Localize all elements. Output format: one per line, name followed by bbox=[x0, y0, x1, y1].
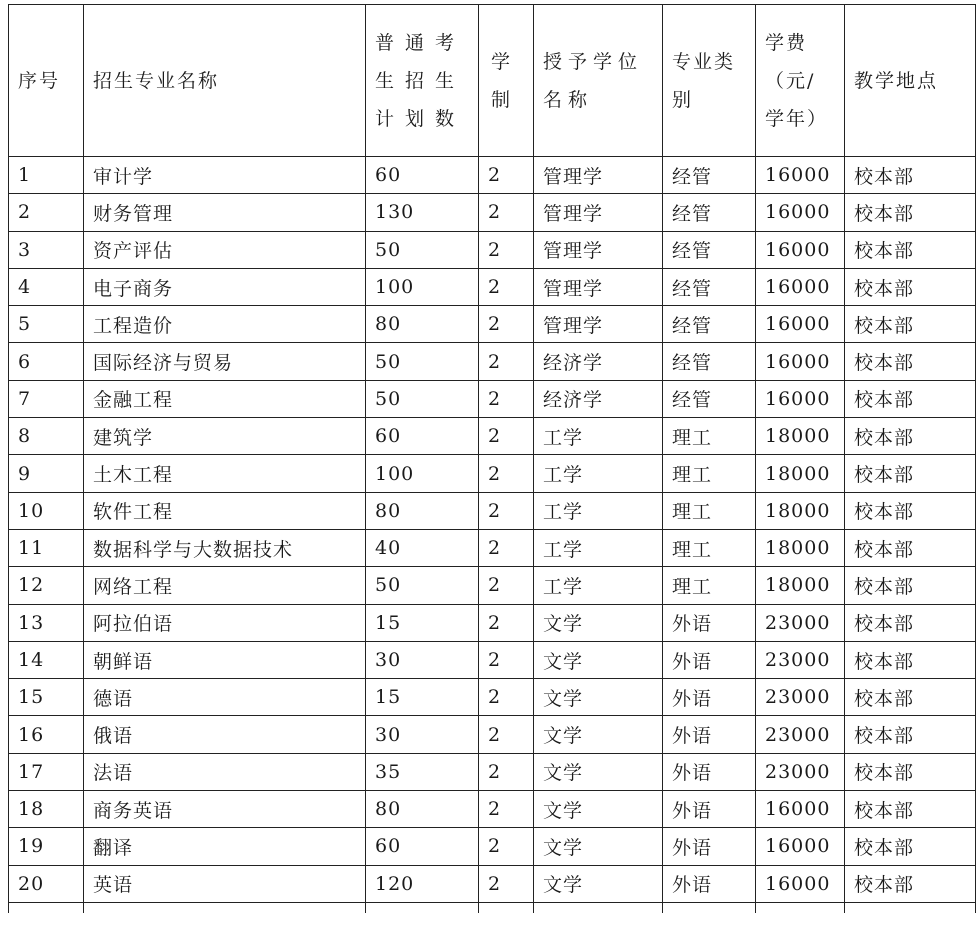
cell-category: 外语 bbox=[663, 716, 756, 753]
cell-enrollment-plan: 100 bbox=[366, 455, 479, 492]
cell-major-name: 朝鲜语 bbox=[84, 641, 366, 678]
header-row bbox=[9, 5, 976, 157]
cell-degree: 文学 bbox=[534, 753, 663, 790]
cell-enrollment-plan: 80 bbox=[366, 306, 479, 343]
cell-category: 经管 bbox=[663, 306, 756, 343]
cell-location: 校本部 bbox=[845, 604, 976, 641]
cell-years: 2 bbox=[479, 716, 534, 753]
cell-category: 经管 bbox=[663, 194, 756, 231]
cell-enrollment-plan: 130 bbox=[366, 194, 479, 231]
cell-years: 2 bbox=[479, 753, 534, 790]
cell-location: 校本部 bbox=[845, 641, 976, 678]
cell-degree: 文学 bbox=[534, 604, 663, 641]
header-major-name: 招生专业名称 bbox=[84, 5, 366, 157]
cell-fee: 16000 bbox=[756, 791, 845, 828]
admissions-table bbox=[8, 4, 976, 913]
cell-major-name: 建筑学 bbox=[84, 418, 366, 455]
table-row bbox=[9, 157, 976, 194]
header-seq: 序号 bbox=[9, 5, 84, 157]
cell-enrollment-plan: 40 bbox=[366, 529, 479, 566]
cell-fee: 16000 bbox=[756, 343, 845, 380]
cell-degree: 工学 bbox=[534, 529, 663, 566]
cell-years: 2 bbox=[479, 865, 534, 902]
cell-location: 校本部 bbox=[845, 157, 976, 194]
cell-seq: 18 bbox=[9, 791, 84, 828]
cell-category: 外语 bbox=[663, 641, 756, 678]
cell-years: 2 bbox=[479, 492, 534, 529]
cell-years: 2 bbox=[479, 567, 534, 604]
cell-category: 外语 bbox=[663, 791, 756, 828]
cell-seq: 5 bbox=[9, 306, 84, 343]
table-header bbox=[9, 5, 976, 157]
cell-location: 校本部 bbox=[845, 753, 976, 790]
cell-empty bbox=[534, 902, 663, 913]
cell-seq: 2 bbox=[9, 194, 84, 231]
cell-fee: 23000 bbox=[756, 753, 845, 790]
cell-degree: 经济学 bbox=[534, 380, 663, 417]
cell-enrollment-plan: 50 bbox=[366, 231, 479, 268]
cell-years: 2 bbox=[479, 157, 534, 194]
cell-degree: 管理学 bbox=[534, 157, 663, 194]
cell-fee: 16000 bbox=[756, 231, 845, 268]
cell-location: 校本部 bbox=[845, 679, 976, 716]
cell-degree: 文学 bbox=[534, 865, 663, 902]
cell-major-name: 电子商务 bbox=[84, 268, 366, 305]
cell-major-name: 金融工程 bbox=[84, 380, 366, 417]
cell-fee: 23000 bbox=[756, 716, 845, 753]
cell-seq: 14 bbox=[9, 641, 84, 678]
cell-years: 2 bbox=[479, 791, 534, 828]
cell-seq: 8 bbox=[9, 418, 84, 455]
cell-degree: 文学 bbox=[534, 791, 663, 828]
cell-enrollment-plan: 50 bbox=[366, 380, 479, 417]
cell-major-name: 翻译 bbox=[84, 828, 366, 865]
cell-years: 2 bbox=[479, 455, 534, 492]
cell-enrollment-plan: 30 bbox=[366, 716, 479, 753]
cell-category: 经管 bbox=[663, 231, 756, 268]
table-body bbox=[9, 157, 976, 913]
cell-fee: 16000 bbox=[756, 194, 845, 231]
cell-fee: 23000 bbox=[756, 641, 845, 678]
cell-category: 理工 bbox=[663, 418, 756, 455]
cell-seq: 12 bbox=[9, 567, 84, 604]
cell-enrollment-plan: 100 bbox=[366, 268, 479, 305]
table-row bbox=[9, 492, 976, 529]
cell-empty bbox=[9, 902, 84, 913]
cell-major-name: 商务英语 bbox=[84, 791, 366, 828]
cell-enrollment-plan: 15 bbox=[366, 679, 479, 716]
table-row bbox=[9, 418, 976, 455]
cell-enrollment-plan: 35 bbox=[366, 753, 479, 790]
cell-seq: 13 bbox=[9, 604, 84, 641]
cell-degree: 工学 bbox=[534, 492, 663, 529]
cell-years: 2 bbox=[479, 529, 534, 566]
cell-major-name: 数据科学与大数据技术 bbox=[84, 529, 366, 566]
cell-location: 校本部 bbox=[845, 716, 976, 753]
cell-empty bbox=[479, 902, 534, 913]
cell-fee: 16000 bbox=[756, 865, 845, 902]
table-row bbox=[9, 604, 976, 641]
cell-major-name: 俄语 bbox=[84, 716, 366, 753]
cell-seq: 17 bbox=[9, 753, 84, 790]
table-row bbox=[9, 231, 976, 268]
cell-category: 外语 bbox=[663, 604, 756, 641]
table-row-cutoff bbox=[9, 902, 976, 913]
header-enrollment-plan: 普通考生招生计划数 bbox=[366, 5, 479, 157]
cell-category: 外语 bbox=[663, 679, 756, 716]
cell-location: 校本部 bbox=[845, 231, 976, 268]
table-row bbox=[9, 455, 976, 492]
cell-degree: 经济学 bbox=[534, 343, 663, 380]
cell-major-name: 土木工程 bbox=[84, 455, 366, 492]
cell-years: 2 bbox=[479, 828, 534, 865]
cell-degree: 文学 bbox=[534, 716, 663, 753]
cell-location: 校本部 bbox=[845, 567, 976, 604]
table-row bbox=[9, 194, 976, 231]
table-row bbox=[9, 567, 976, 604]
header-years: 学制 bbox=[479, 5, 534, 157]
cell-fee: 23000 bbox=[756, 679, 845, 716]
cell-category: 经管 bbox=[663, 157, 756, 194]
cell-location: 校本部 bbox=[845, 418, 976, 455]
cell-empty bbox=[756, 902, 845, 913]
cell-location: 校本部 bbox=[845, 306, 976, 343]
header-category: 专业类别 bbox=[663, 5, 756, 157]
cell-enrollment-plan: 120 bbox=[366, 865, 479, 902]
cell-empty bbox=[845, 902, 976, 913]
cell-location: 校本部 bbox=[845, 194, 976, 231]
cell-major-name: 德语 bbox=[84, 679, 366, 716]
cell-degree: 工学 bbox=[534, 418, 663, 455]
table-row bbox=[9, 343, 976, 380]
cell-degree: 工学 bbox=[534, 455, 663, 492]
cell-fee: 23000 bbox=[756, 604, 845, 641]
cell-category: 外语 bbox=[663, 753, 756, 790]
cell-enrollment-plan: 50 bbox=[366, 567, 479, 604]
cell-seq: 10 bbox=[9, 492, 84, 529]
cell-major-name: 网络工程 bbox=[84, 567, 366, 604]
cell-years: 2 bbox=[479, 641, 534, 678]
cell-empty bbox=[84, 902, 366, 913]
cell-seq: 7 bbox=[9, 380, 84, 417]
cell-seq: 1 bbox=[9, 157, 84, 194]
cell-years: 2 bbox=[479, 418, 534, 455]
cell-degree: 文学 bbox=[534, 679, 663, 716]
cell-enrollment-plan: 80 bbox=[366, 791, 479, 828]
cell-category: 经管 bbox=[663, 380, 756, 417]
cell-location: 校本部 bbox=[845, 455, 976, 492]
cell-seq: 11 bbox=[9, 529, 84, 566]
cell-degree: 管理学 bbox=[534, 194, 663, 231]
table-row bbox=[9, 716, 976, 753]
table-row bbox=[9, 306, 976, 343]
table-row bbox=[9, 679, 976, 716]
cell-category: 理工 bbox=[663, 492, 756, 529]
table-row bbox=[9, 828, 976, 865]
cell-empty bbox=[366, 902, 479, 913]
header-location: 教学地点 bbox=[845, 5, 976, 157]
cell-years: 2 bbox=[479, 679, 534, 716]
cell-fee: 18000 bbox=[756, 418, 845, 455]
table-row bbox=[9, 380, 976, 417]
table-row bbox=[9, 268, 976, 305]
cell-seq: 16 bbox=[9, 716, 84, 753]
cell-years: 2 bbox=[479, 194, 534, 231]
cell-fee: 18000 bbox=[756, 492, 845, 529]
cell-degree: 文学 bbox=[534, 828, 663, 865]
cell-location: 校本部 bbox=[845, 380, 976, 417]
cell-years: 2 bbox=[479, 231, 534, 268]
cell-location: 校本部 bbox=[845, 268, 976, 305]
cell-major-name: 财务管理 bbox=[84, 194, 366, 231]
cell-years: 2 bbox=[479, 380, 534, 417]
cell-category: 理工 bbox=[663, 567, 756, 604]
cell-seq: 19 bbox=[9, 828, 84, 865]
cell-years: 2 bbox=[479, 268, 534, 305]
cell-fee: 16000 bbox=[756, 828, 845, 865]
cell-seq: 6 bbox=[9, 343, 84, 380]
table-row bbox=[9, 753, 976, 790]
table-row bbox=[9, 865, 976, 902]
cell-enrollment-plan: 15 bbox=[366, 604, 479, 641]
cell-major-name: 软件工程 bbox=[84, 492, 366, 529]
cell-seq: 4 bbox=[9, 268, 84, 305]
cell-seq: 15 bbox=[9, 679, 84, 716]
cell-empty bbox=[663, 902, 756, 913]
cell-fee: 16000 bbox=[756, 157, 845, 194]
cell-category: 外语 bbox=[663, 828, 756, 865]
cell-degree: 管理学 bbox=[534, 268, 663, 305]
cell-major-name: 工程造价 bbox=[84, 306, 366, 343]
header-degree: 授予学位名称 bbox=[534, 5, 663, 157]
cell-location: 校本部 bbox=[845, 791, 976, 828]
table-row bbox=[9, 529, 976, 566]
table-row bbox=[9, 641, 976, 678]
cell-degree: 文学 bbox=[534, 641, 663, 678]
cell-degree: 工学 bbox=[534, 567, 663, 604]
cell-major-name: 国际经济与贸易 bbox=[84, 343, 366, 380]
cell-major-name: 英语 bbox=[84, 865, 366, 902]
cell-fee: 18000 bbox=[756, 529, 845, 566]
cell-major-name: 法语 bbox=[84, 753, 366, 790]
cell-degree: 管理学 bbox=[534, 231, 663, 268]
cell-enrollment-plan: 50 bbox=[366, 343, 479, 380]
cell-major-name: 阿拉伯语 bbox=[84, 604, 366, 641]
cell-category: 理工 bbox=[663, 529, 756, 566]
header-fee: 学费（元/学年） bbox=[756, 5, 845, 157]
cell-fee: 16000 bbox=[756, 306, 845, 343]
cell-location: 校本部 bbox=[845, 828, 976, 865]
cell-seq: 20 bbox=[9, 865, 84, 902]
cell-enrollment-plan: 80 bbox=[366, 492, 479, 529]
cell-category: 经管 bbox=[663, 343, 756, 380]
cell-enrollment-plan: 60 bbox=[366, 828, 479, 865]
cell-location: 校本部 bbox=[845, 865, 976, 902]
cell-years: 2 bbox=[479, 343, 534, 380]
cell-location: 校本部 bbox=[845, 343, 976, 380]
cell-fee: 16000 bbox=[756, 380, 845, 417]
cell-enrollment-plan: 60 bbox=[366, 418, 479, 455]
cell-major-name: 资产评估 bbox=[84, 231, 366, 268]
cell-seq: 3 bbox=[9, 231, 84, 268]
cell-years: 2 bbox=[479, 306, 534, 343]
cell-location: 校本部 bbox=[845, 529, 976, 566]
table-row bbox=[9, 791, 976, 828]
cell-major-name: 审计学 bbox=[84, 157, 366, 194]
cell-category: 外语 bbox=[663, 865, 756, 902]
cell-fee: 18000 bbox=[756, 455, 845, 492]
cell-degree: 管理学 bbox=[534, 306, 663, 343]
cell-enrollment-plan: 30 bbox=[366, 641, 479, 678]
cell-location: 校本部 bbox=[845, 492, 976, 529]
cell-category: 理工 bbox=[663, 455, 756, 492]
cell-category: 经管 bbox=[663, 268, 756, 305]
cell-enrollment-plan: 60 bbox=[366, 157, 479, 194]
cell-seq: 9 bbox=[9, 455, 84, 492]
cell-years: 2 bbox=[479, 604, 534, 641]
cell-fee: 18000 bbox=[756, 567, 845, 604]
cell-fee: 16000 bbox=[756, 268, 845, 305]
